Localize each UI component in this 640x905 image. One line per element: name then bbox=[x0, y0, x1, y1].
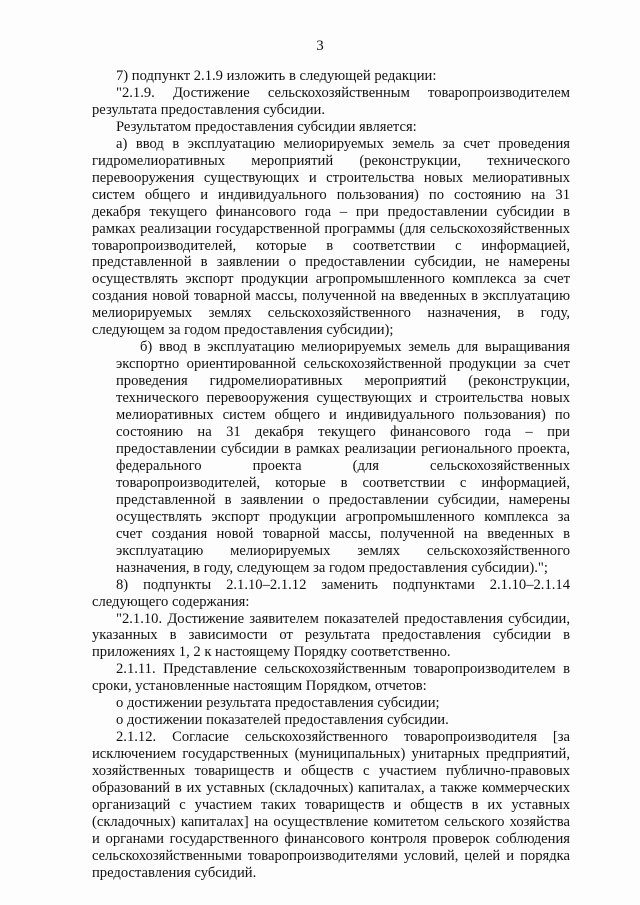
paragraph-item-7: 7) подпункт 2.1.9 изложить в следующей редакции: bbox=[116, 68, 437, 84]
paragraph-2-1-9-heading: "2.1.9. Достижение сельскохозяйственным товаропроизводителем результата предоставления субсидии. bbox=[92, 84, 570, 118]
paragraph-2-1-11: 2.1.11. Представление сельскохозяйственным товаропроизводителем в сроки, установленные настоящим Порядком, отчетов: bbox=[92, 661, 570, 695]
paragraph-result-intro: Результатом предоставления субсидии является: bbox=[116, 118, 417, 135]
paragraph-2-1-10: "2.1.10. Достижение заявителем показателей предоставления субсидии, указанных в зависимости от результата предоставления субсидии в приложениях 1, 2 к настоящему Порядку соответственно. bbox=[92, 610, 570, 661]
paragraph-item-8: 8) подпункты 2.1.10–2.1.12 заменить подпунктами 2.1.10–2.1.14 следующего содержания: bbox=[92, 576, 570, 610]
paragraph-2-1-12: 2.1.12. Согласие сельскохозяйственного товаропроизводителя [за исключением государственных (муниципальных) унитарных предприятий, хозяйственных товариществ и обществ с участием публично-правовых образований в их уставных (складочных) капиталах, а также коммерческих организаций с участием таких товариществ и обществ в их уставных (складочных) капиталах] на осуществление комитетом сельского хозяйства и органами государственного финансового контроля проверок соблюдения сельскохозяйственными товаропроизводителями условий, целей и порядка предоставления субсидий. bbox=[92, 729, 570, 881]
document-body bbox=[92, 68, 570, 882]
paragraph-item-b: б) ввод в эксплуатацию мелиорируемых земель для выращивания экспортно ориентированной сельскохозяйственной продукции за счет проведения гидромелиоративных мероприятий (реконструкции, технического перевооружения существующих и строительства новых мелиоративных систем общего и индивидуального пользования) по состоянию на 31 декабря текущего финансового года – при предоставлении субсидии в рамках реализации регионального проекта, федерального проекта (для сельскохозяйственных товаропроизводителей, которые в соответствии с информацией, представленной в заявлении о предоставлении субсидии, намерены осуществлять экспорт продукции агропромышленного комплекса за счет создания новой товарной массы, полученной на введенных в эксплуатацию мелиорируемых землях сельскохозяйственного назначения, в году, следующем за годом предоставления субсидии)."; bbox=[116, 339, 570, 576]
paragraph-item-a: а) ввод в эксплуатацию мелиорируемых земель за счет проведения гидромелиоративных мероприятий (реконструкции, технического перевооружения существующих и строительства новых мелиоративных систем общего и индивидуального пользования) по состоянию на 31 декабря текущего финансового года – при предоставлении субсидии в рамках реализации государственной программы (для сельскохозяйственных товаропроизводителей, которые в соответствии с информацией, представленной в заявлении о предоставлении субсидии, не намерены осуществлять экспорт продукции агропромышленного комплекса за счет создания новой товарной массы, полученной на введенных в эксплуатацию мелиорируемых землях сельскохозяйственного назначения, в году, следующем за годом предоставления субсидии); bbox=[92, 135, 570, 339]
paragraph-report-indicators: о достижении показателей предоставления субсидии. bbox=[116, 712, 449, 729]
paragraph-report-result: о достижении результата предоставления субсидии; bbox=[116, 695, 440, 712]
page-number: 3 bbox=[316, 38, 324, 54]
